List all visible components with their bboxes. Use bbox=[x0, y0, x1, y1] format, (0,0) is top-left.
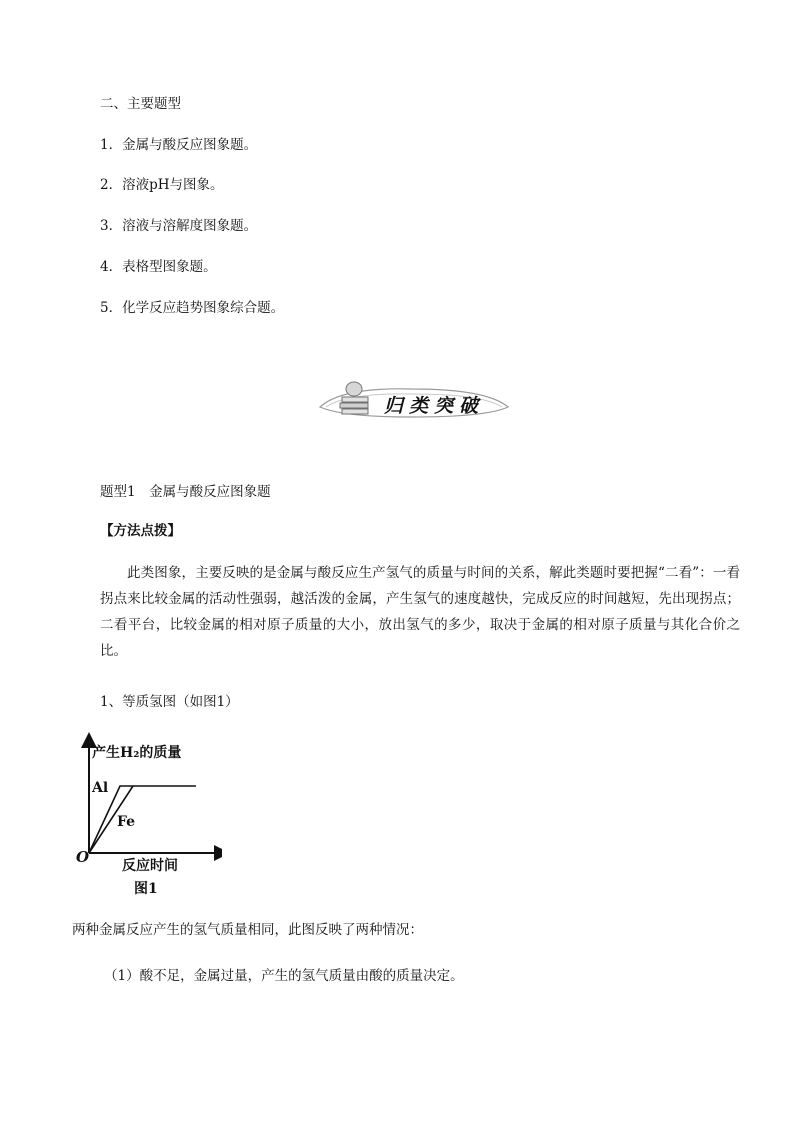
series-label-fe: Fe bbox=[117, 814, 136, 830]
book-stack-icon bbox=[340, 382, 368, 414]
question-type-item: 4．表格型图象题。 bbox=[100, 259, 217, 275]
case-1: （1）酸不足，金属过量，产生的氢气质量由酸的质量决定。 bbox=[104, 968, 464, 984]
question-type-item: 3．溶液与溶解度图象题。 bbox=[100, 218, 258, 234]
banner-title: 归类突破 bbox=[384, 395, 485, 417]
y-axis-label: 产生H₂的质量 bbox=[92, 745, 182, 761]
question-type-item: 1．金属与酸反应图象题。 bbox=[100, 137, 258, 153]
figure-summary: 两种金属反应产生的氢气质量相同，此图反映了两种情况： bbox=[72, 922, 423, 938]
item1-heading: 1、等质氢图（如图1） bbox=[100, 694, 239, 710]
series-al-line bbox=[89, 786, 196, 853]
method-paragraph: 此类图象，主要反映的是金属与酸反应生产氢气的质量与时间的关系，解此类题时要把握“二看”：一看拐点来比较金属的活动性强弱，越活泼的金属，产生氢气的速度越快，完成反应的时间越短，先出现拐点；二看平台，比较金属的相对原子质量的大小，放出氢气的多少，取决于金属的相对原子质量与其化合价之比。 bbox=[100, 565, 740, 659]
x-axis-label: 反应时间 bbox=[122, 858, 178, 874]
type1-heading: 题型1 金属与酸反应图象题 bbox=[100, 484, 271, 500]
section-heading: 二、主要题型 bbox=[100, 96, 181, 112]
series-label-al: Al bbox=[92, 780, 109, 796]
figure-caption: 图1 bbox=[134, 881, 158, 897]
figure-1 bbox=[62, 730, 222, 900]
method-label: 【方法点拨】 bbox=[100, 523, 181, 539]
question-type-item: 2．溶液pH与图象。 bbox=[100, 177, 224, 193]
question-type-item: 5．化学反应趋势图象综合题。 bbox=[100, 300, 285, 316]
origin-label: O bbox=[76, 848, 90, 866]
